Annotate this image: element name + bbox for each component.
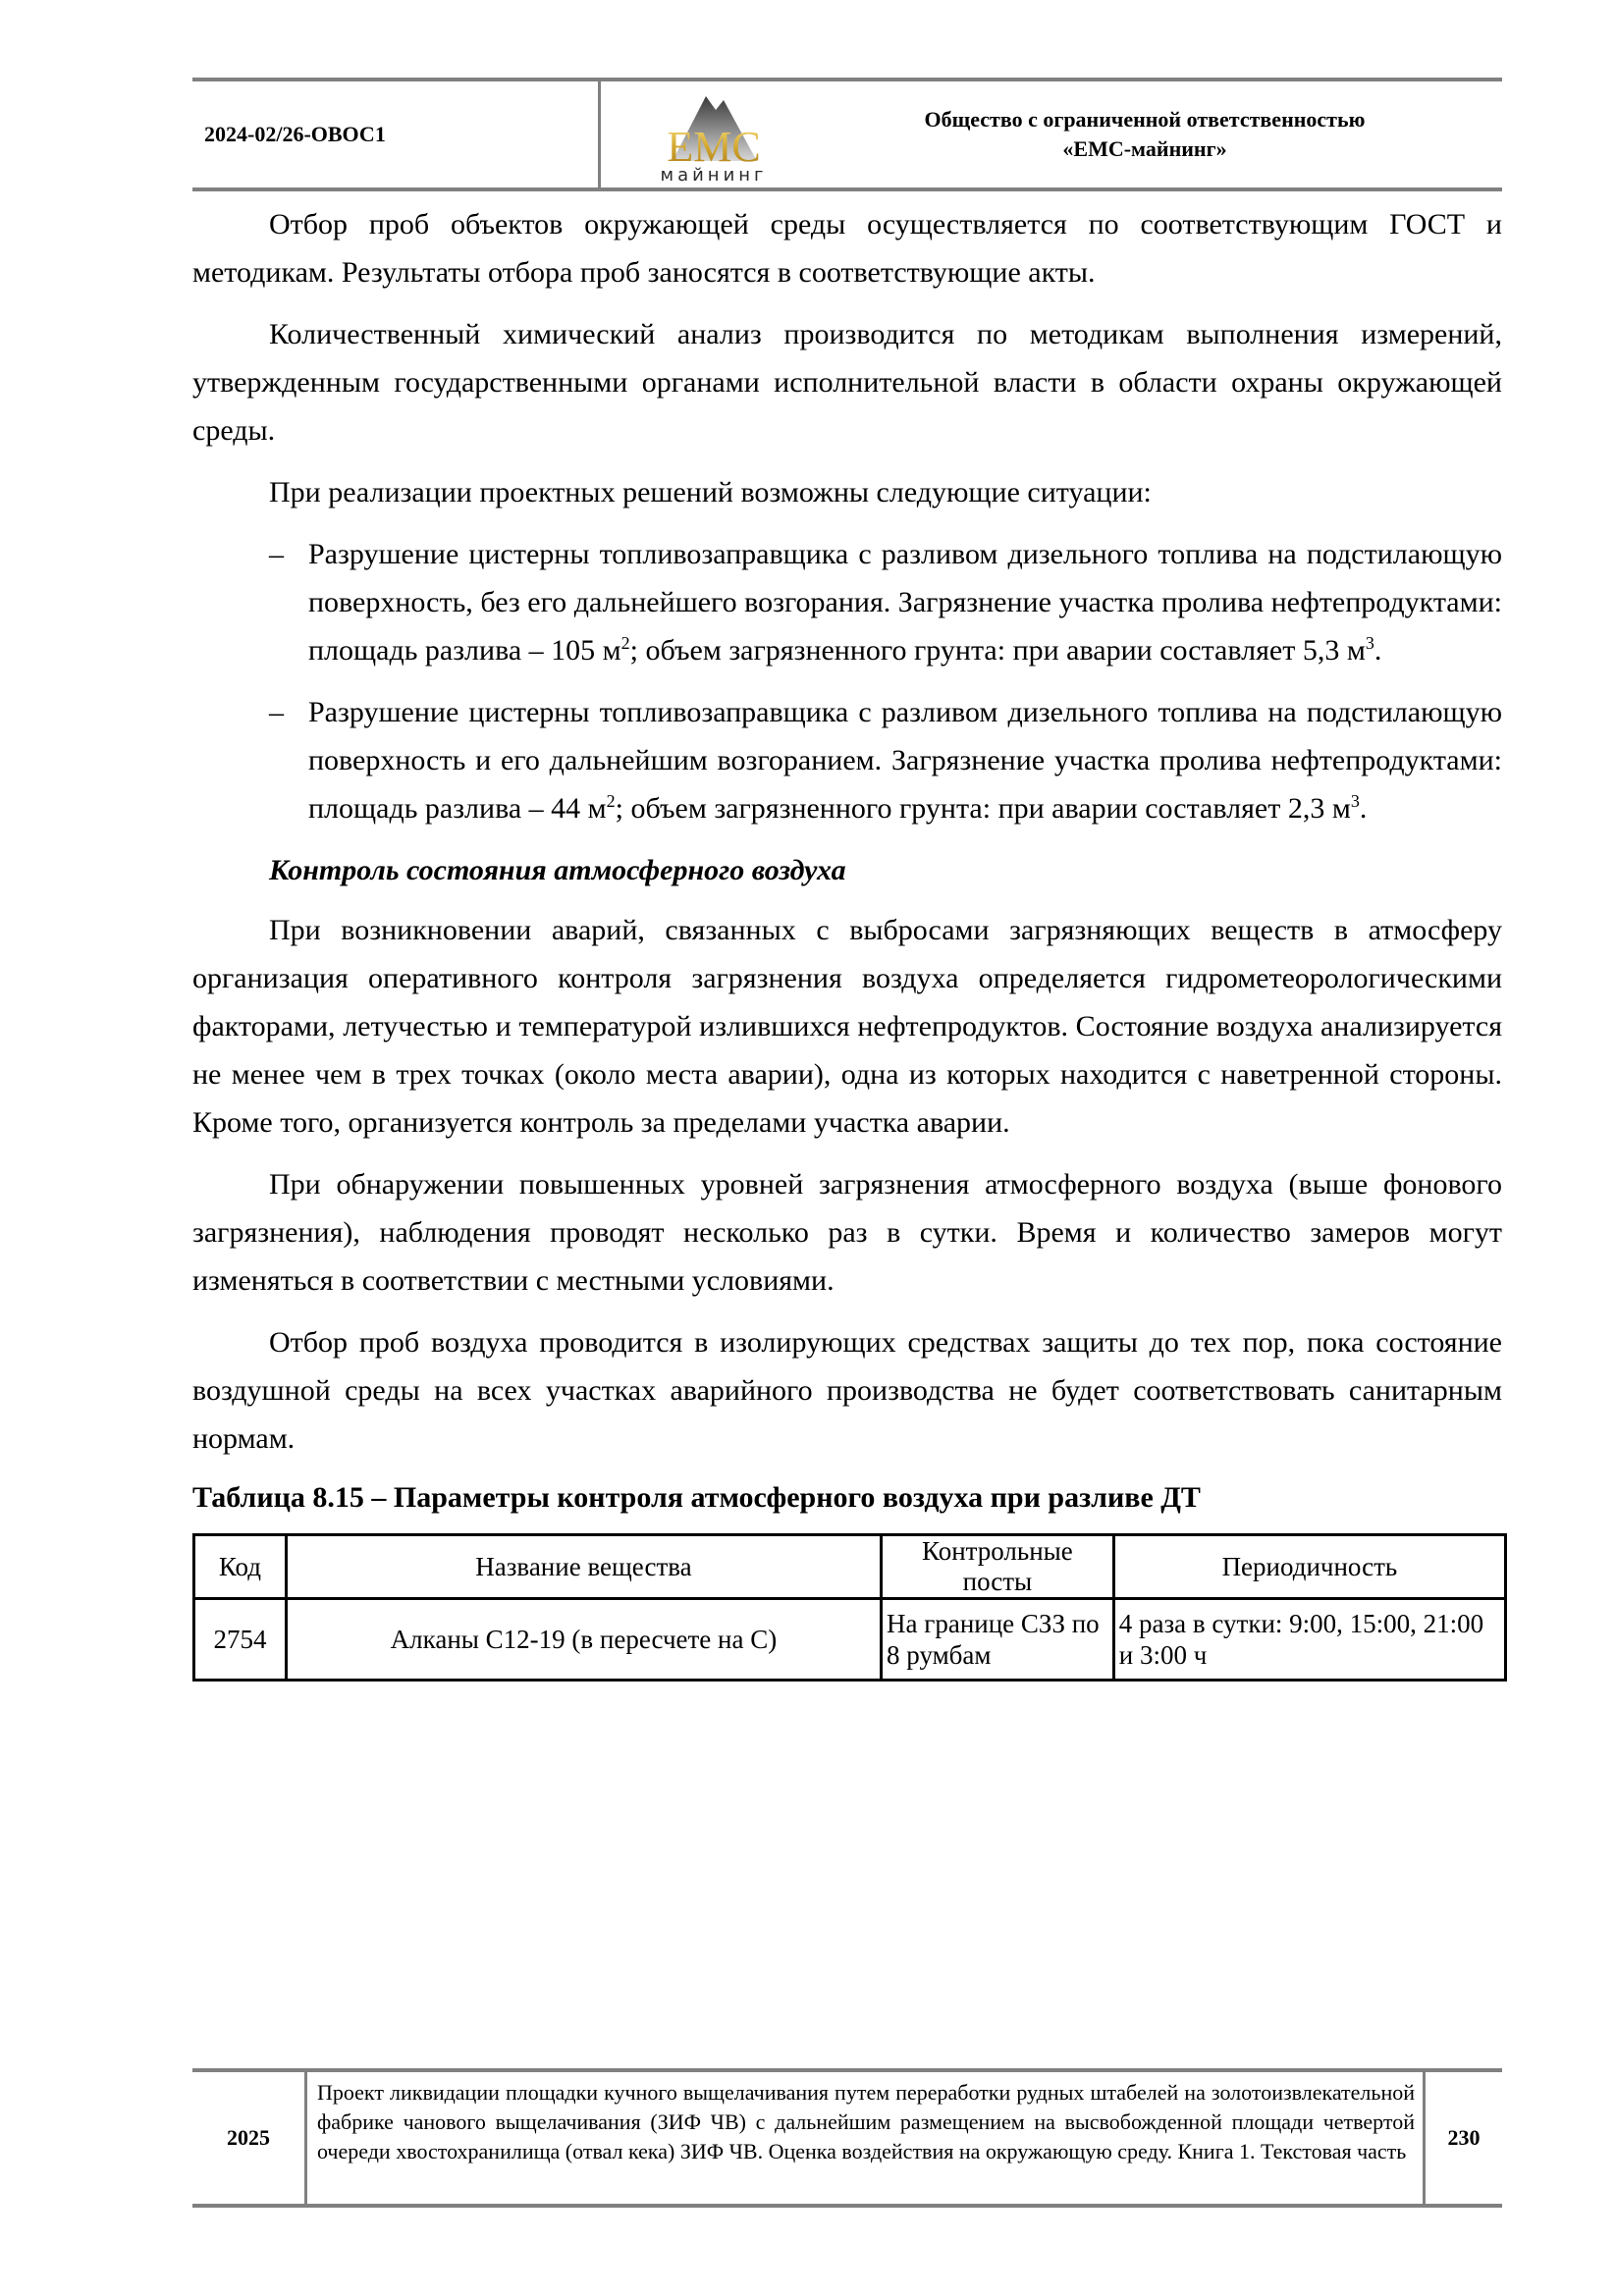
- cell-code: 2754: [194, 1599, 287, 1681]
- paragraph-emergency-control: При возникновении аварий, связанных с выбросами загрязняющих веществ в атмосферу организация оперативного контроля загрязнения воздуха определяется гидрометеорологическими факторами, летучестью и температурой излившихся нефтепродуктов. Состояние воздуха анализируется не менее чем в трех точках (около места аварии), одна из которых находится с наветренной стороны. Кроме того, организуется контроль за пределами участка аварии.: [192, 914, 1502, 1139]
- paragraph-sampling: Отбор проб объектов окружающей среды осуществляется по соответствующим ГОСТ и методикам. Результаты отбора проб заносятся в соответствующие акты.: [192, 208, 1502, 289]
- paragraph-analysis: Количественный химический анализ производится по методикам выполнения измерений, утвержденным государственными органами исполнительной власти в области охраны окружающей среды.: [192, 318, 1502, 447]
- table-header-row: [194, 1535, 1506, 1599]
- mountain-logo-icon: [655, 92, 773, 169]
- air-control-table: [192, 1533, 1507, 1682]
- dash-bullet: –: [269, 696, 284, 728]
- cell-frequency: 4 раза в сутки: 9:00, 15:00, 21:00 и 3:00 ч: [1113, 1599, 1505, 1681]
- cell-substance: Алканы С12-19 (в пересчете на С): [286, 1599, 881, 1681]
- footer-year: 2025: [192, 2072, 307, 2204]
- company-logo: [601, 81, 827, 187]
- paragraph-protective-sampling: Отбор проб воздуха проводится в изолирующих средствах защиты до тех пор, пока состояние воздушной среды на всех участках аварийного производства не будет соответствовать санитарным нормам.: [192, 1326, 1502, 1455]
- document-code: 2024-02/26-ОВОС1: [192, 81, 601, 187]
- paragraph-situations-intro: При реализации проектных решений возможны следующие ситуации:: [269, 476, 1152, 508]
- section-subheading: Контроль состояния атмосферного воздуха: [269, 854, 846, 886]
- column-header-substance: Название вещества: [286, 1535, 881, 1599]
- situations-list: [192, 530, 1502, 832]
- cell-posts: На границе СЗЗ по 8 румбам: [882, 1599, 1114, 1681]
- org-line-1: Общество с ограниченной ответственностью: [924, 107, 1366, 132]
- page-header: [192, 78, 1502, 191]
- column-header-posts: Контрольные посты: [882, 1535, 1114, 1599]
- table-row: [194, 1599, 1506, 1681]
- table-caption: Таблица 8.15 – Параметры контроля атмосферного воздуха при разливе ДТ: [192, 1481, 1201, 1514]
- page-footer: [192, 2068, 1502, 2208]
- page-content: [192, 200, 1502, 1682]
- dash-bullet: –: [269, 538, 284, 570]
- svg-text:EMC: EMC: [667, 123, 761, 169]
- column-header-code: Код: [194, 1535, 287, 1599]
- column-header-frequency: Периодичность: [1113, 1535, 1505, 1599]
- page-number: 230: [1447, 2125, 1481, 2150]
- org-line-2: «ЕМС-майнинг»: [1062, 136, 1227, 161]
- list-item: – Разрушение цистерны топливозаправщика с разливом дизельного топлива на подстилающую поверхность и его дальнейшим возгоранием. Загрязнение участка пролива нефтепродуктами: площадь разлива – 44 $м^2$; объем загрязненного грунта: при аварии составляет 2,3 $м^3$.: [192, 688, 1502, 832]
- paragraph-elevated-levels: При обнаружении повышенных уровней загрязнения атмосферного воздуха (выше фонового загрязнения), наблюдения проводят несколько раз в сутки. Время и количество замеров могут изменяться в соответствии с местными условиями.: [192, 1168, 1502, 1297]
- list-item: – Разрушение цистерны топливозаправщика с разливом дизельного топлива на подстилающую поверхность, без его дальнейшего возгорания. Загрязнение участка пролива нефтепродуктами: площадь разлива – 105 $м^2$; объем загрязненного грунта: при аварии составляет 5,3 $м^3$.: [192, 530, 1502, 674]
- organization-name: [827, 81, 1502, 187]
- footer-project-title: Проект ликвидации площадки кучного выщелачивания путем переработки рудных штабелей на золотоизвлекательной фабрике чанового выщелачивания (ЗИФ ЧВ) с дальнейшим размещением на высвобожденной площади четвертой очереди хвостохранилища (отвал кека) ЗИФ ЧВ. Оценка воздействия на окружающую среду. Книга 1. Текстовая часть: [307, 2072, 1426, 2204]
- logo-subtitle: майнинг: [660, 165, 768, 186]
